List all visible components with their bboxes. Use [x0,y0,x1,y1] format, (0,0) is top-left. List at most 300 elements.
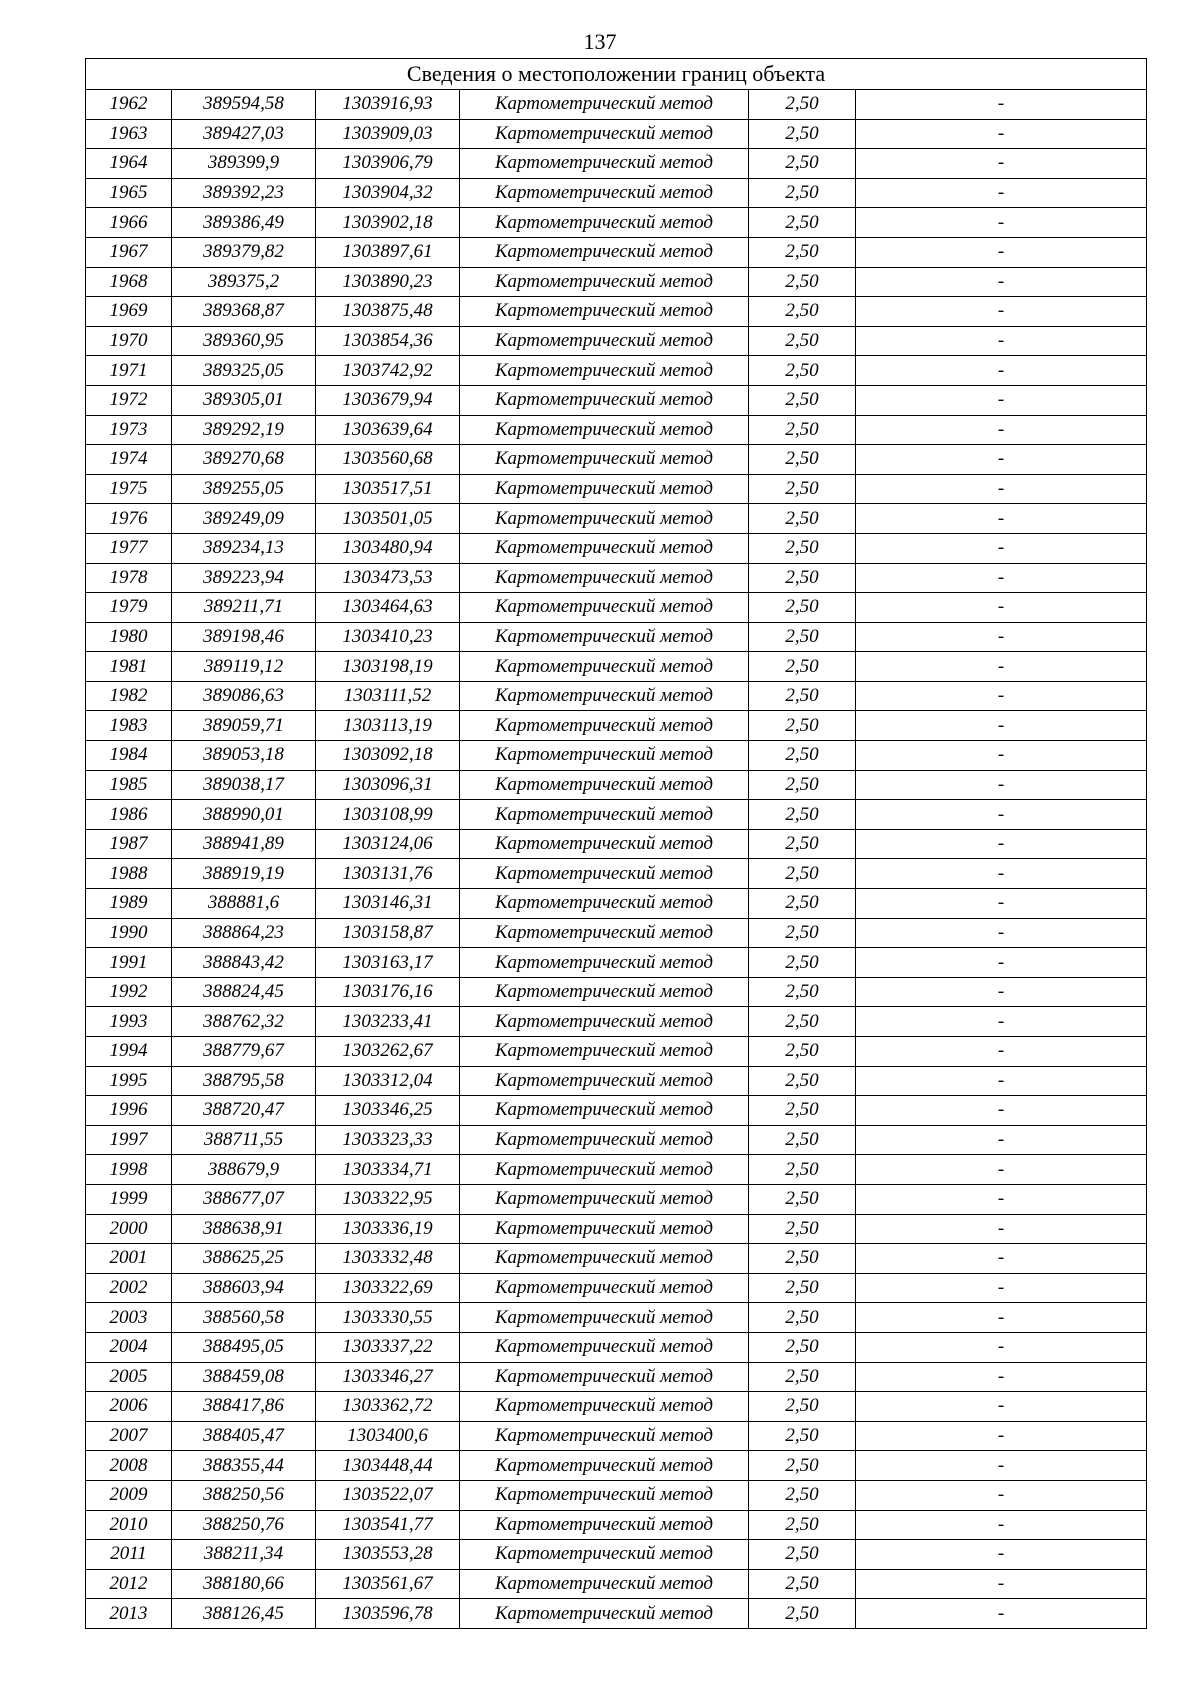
description-cell: - [856,770,1147,800]
method-cell: Картометрический метод [460,119,749,149]
y-coordinate-cell: 1303176,16 [316,977,460,1007]
point-number-cell: 1963 [86,119,172,149]
table-row [86,1332,1147,1362]
y-coordinate-cell: 1303854,36 [316,326,460,356]
method-cell: Картометрический метод [460,1037,749,1067]
accuracy-cell: 2,50 [749,1007,856,1037]
point-number-cell: 1998 [86,1155,172,1185]
x-coordinate-cell: 388990,01 [172,800,316,830]
y-coordinate-cell: 1303890,23 [316,267,460,297]
table-row [86,1125,1147,1155]
description-cell: - [856,1184,1147,1214]
y-coordinate-cell: 1303448,44 [316,1451,460,1481]
method-cell: Картометрический метод [460,1184,749,1214]
description-cell: - [856,1096,1147,1126]
point-number-cell: 1999 [86,1184,172,1214]
description-cell: - [856,208,1147,238]
table-body [86,59,1147,1629]
table-row [86,1510,1147,1540]
description-cell: - [856,1332,1147,1362]
accuracy-cell: 2,50 [749,622,856,652]
description-cell: - [856,800,1147,830]
table-row [86,1569,1147,1599]
method-cell: Картометрический метод [460,681,749,711]
method-cell: Картометрический метод [460,800,749,830]
method-cell: Картометрический метод [460,415,749,445]
x-coordinate-cell: 389399,9 [172,149,316,179]
x-coordinate-cell: 389427,03 [172,119,316,149]
y-coordinate-cell: 1303163,17 [316,948,460,978]
point-number-cell: 1984 [86,741,172,771]
accuracy-cell: 2,50 [749,1214,856,1244]
point-number-cell: 2009 [86,1480,172,1510]
x-coordinate-cell: 388677,07 [172,1184,316,1214]
point-number-cell: 2013 [86,1599,172,1629]
method-cell: Картометрический метод [460,1569,749,1599]
table-row [86,1007,1147,1037]
table-row [86,889,1147,919]
boundary-coordinates-table [85,58,1147,1629]
y-coordinate-cell: 1303897,61 [316,237,460,267]
description-cell: - [856,1244,1147,1274]
accuracy-cell: 2,50 [749,1303,856,1333]
y-coordinate-cell: 1303131,76 [316,859,460,889]
description-cell: - [856,267,1147,297]
method-cell: Картометрический метод [460,297,749,327]
x-coordinate-cell: 389086,63 [172,681,316,711]
x-coordinate-cell: 388638,91 [172,1214,316,1244]
description-cell: - [856,1540,1147,1570]
method-cell: Картометрический метод [460,445,749,475]
x-coordinate-cell: 388180,66 [172,1569,316,1599]
accuracy-cell: 2,50 [749,1392,856,1422]
x-coordinate-cell: 388679,9 [172,1155,316,1185]
x-coordinate-cell: 389119,12 [172,652,316,682]
method-cell: Картометрический метод [460,267,749,297]
method-cell: Картометрический метод [460,622,749,652]
y-coordinate-cell: 1303464,63 [316,593,460,623]
accuracy-cell: 2,50 [749,1569,856,1599]
point-number-cell: 1977 [86,533,172,563]
y-coordinate-cell: 1303346,25 [316,1096,460,1126]
description-cell: - [856,859,1147,889]
point-number-cell: 1965 [86,178,172,208]
table-row [86,1303,1147,1333]
method-cell: Картометрический метод [460,1155,749,1185]
description-cell: - [856,593,1147,623]
table-row [86,681,1147,711]
table-row [86,119,1147,149]
y-coordinate-cell: 1303113,19 [316,711,460,741]
accuracy-cell: 2,50 [749,90,856,120]
x-coordinate-cell: 389255,05 [172,474,316,504]
point-number-cell: 1969 [86,297,172,327]
table-row [86,977,1147,1007]
x-coordinate-cell: 389270,68 [172,445,316,475]
description-cell: - [856,652,1147,682]
y-coordinate-cell: 1303124,06 [316,829,460,859]
description-cell: - [856,1007,1147,1037]
x-coordinate-cell: 388824,45 [172,977,316,1007]
table-row [86,474,1147,504]
y-coordinate-cell: 1303541,77 [316,1510,460,1540]
accuracy-cell: 2,50 [749,1362,856,1392]
point-number-cell: 1991 [86,948,172,978]
table-row [86,563,1147,593]
y-coordinate-cell: 1303679,94 [316,385,460,415]
description-cell: - [856,1066,1147,1096]
x-coordinate-cell: 389360,95 [172,326,316,356]
accuracy-cell: 2,50 [749,149,856,179]
table-row [86,1214,1147,1244]
accuracy-cell: 2,50 [749,770,856,800]
point-number-cell: 2005 [86,1362,172,1392]
method-cell: Картометрический метод [460,504,749,534]
accuracy-cell: 2,50 [749,326,856,356]
table-row [86,1037,1147,1067]
point-number-cell: 1986 [86,800,172,830]
table-row [86,297,1147,327]
x-coordinate-cell: 388495,05 [172,1332,316,1362]
table-row [86,1096,1147,1126]
table-row [86,415,1147,445]
accuracy-cell: 2,50 [749,1421,856,1451]
x-coordinate-cell: 389211,71 [172,593,316,623]
description-cell: - [856,1421,1147,1451]
point-number-cell: 1979 [86,593,172,623]
point-number-cell: 1974 [86,445,172,475]
method-cell: Картометрический метод [460,1451,749,1481]
x-coordinate-cell: 388864,23 [172,918,316,948]
table-row [86,237,1147,267]
method-cell: Картометрический метод [460,1362,749,1392]
accuracy-cell: 2,50 [749,1125,856,1155]
table-row [86,178,1147,208]
point-number-cell: 1970 [86,326,172,356]
x-coordinate-cell: 388355,44 [172,1451,316,1481]
description-cell: - [856,1392,1147,1422]
y-coordinate-cell: 1303742,92 [316,356,460,386]
y-coordinate-cell: 1303108,99 [316,800,460,830]
x-coordinate-cell: 389198,46 [172,622,316,652]
x-coordinate-cell: 388762,32 [172,1007,316,1037]
table-row [86,1451,1147,1481]
method-cell: Картометрический метод [460,889,749,919]
method-cell: Картометрический метод [460,149,749,179]
table-row [86,149,1147,179]
accuracy-cell: 2,50 [749,1037,856,1067]
description-cell: - [856,237,1147,267]
accuracy-cell: 2,50 [749,385,856,415]
table-row [86,800,1147,830]
y-coordinate-cell: 1303337,22 [316,1332,460,1362]
description-cell: - [856,178,1147,208]
method-cell: Картометрический метод [460,1244,749,1274]
x-coordinate-cell: 389038,17 [172,770,316,800]
description-cell: - [856,1273,1147,1303]
method-cell: Картометрический метод [460,1332,749,1362]
point-number-cell: 1962 [86,90,172,120]
method-cell: Картометрический метод [460,533,749,563]
accuracy-cell: 2,50 [749,800,856,830]
accuracy-cell: 2,50 [749,1155,856,1185]
accuracy-cell: 2,50 [749,948,856,978]
y-coordinate-cell: 1303146,31 [316,889,460,919]
point-number-cell: 1992 [86,977,172,1007]
y-coordinate-cell: 1303639,64 [316,415,460,445]
description-cell: - [856,149,1147,179]
method-cell: Картометрический метод [460,1214,749,1244]
y-coordinate-cell: 1303198,19 [316,652,460,682]
description-cell: - [856,1599,1147,1629]
description-cell: - [856,504,1147,534]
table-row [86,711,1147,741]
table-row [86,1362,1147,1392]
accuracy-cell: 2,50 [749,267,856,297]
accuracy-cell: 2,50 [749,1540,856,1570]
y-coordinate-cell: 1303596,78 [316,1599,460,1629]
method-cell: Картометрический метод [460,1599,749,1629]
accuracy-cell: 2,50 [749,356,856,386]
method-cell: Картометрический метод [460,1480,749,1510]
method-cell: Картометрический метод [460,741,749,771]
point-number-cell: 1989 [86,889,172,919]
y-coordinate-cell: 1303553,28 [316,1540,460,1570]
x-coordinate-cell: 388941,89 [172,829,316,859]
point-number-cell: 1980 [86,622,172,652]
point-number-cell: 1993 [86,1007,172,1037]
accuracy-cell: 2,50 [749,1480,856,1510]
y-coordinate-cell: 1303875,48 [316,297,460,327]
accuracy-cell: 2,50 [749,178,856,208]
method-cell: Картометрический метод [460,1096,749,1126]
x-coordinate-cell: 388720,47 [172,1096,316,1126]
accuracy-cell: 2,50 [749,859,856,889]
y-coordinate-cell: 1303096,31 [316,770,460,800]
accuracy-cell: 2,50 [749,889,856,919]
y-coordinate-cell: 1303158,87 [316,918,460,948]
x-coordinate-cell: 389375,2 [172,267,316,297]
x-coordinate-cell: 388625,25 [172,1244,316,1274]
y-coordinate-cell: 1303323,33 [316,1125,460,1155]
y-coordinate-cell: 1303336,19 [316,1214,460,1244]
y-coordinate-cell: 1303330,55 [316,1303,460,1333]
point-number-cell: 2000 [86,1214,172,1244]
x-coordinate-cell: 389249,09 [172,504,316,534]
description-cell: - [856,90,1147,120]
method-cell: Картометрический метод [460,977,749,1007]
x-coordinate-cell: 389594,58 [172,90,316,120]
accuracy-cell: 2,50 [749,474,856,504]
point-number-cell: 2003 [86,1303,172,1333]
table-row [86,267,1147,297]
table-row [86,1244,1147,1274]
method-cell: Картометрический метод [460,356,749,386]
method-cell: Картометрический метод [460,1510,749,1540]
page-number: 137 [583,29,617,54]
point-number-cell: 2006 [86,1392,172,1422]
accuracy-cell: 2,50 [749,681,856,711]
method-cell: Картометрический метод [460,1273,749,1303]
x-coordinate-cell: 388711,55 [172,1125,316,1155]
point-number-cell: 1976 [86,504,172,534]
table-row [86,948,1147,978]
accuracy-cell: 2,50 [749,208,856,238]
y-coordinate-cell: 1303902,18 [316,208,460,238]
x-coordinate-cell: 388881,6 [172,889,316,919]
x-coordinate-cell: 388603,94 [172,1273,316,1303]
y-coordinate-cell: 1303092,18 [316,741,460,771]
table-row [86,1155,1147,1185]
method-cell: Картометрический метод [460,859,749,889]
point-number-cell: 1987 [86,829,172,859]
accuracy-cell: 2,50 [749,445,856,475]
y-coordinate-cell: 1303332,48 [316,1244,460,1274]
y-coordinate-cell: 1303400,6 [316,1421,460,1451]
accuracy-cell: 2,50 [749,711,856,741]
description-cell: - [856,741,1147,771]
accuracy-cell: 2,50 [749,1273,856,1303]
point-number-cell: 1997 [86,1125,172,1155]
x-coordinate-cell: 389386,49 [172,208,316,238]
table-row [86,770,1147,800]
y-coordinate-cell: 1303346,27 [316,1362,460,1392]
table-row [86,1540,1147,1570]
x-coordinate-cell: 389234,13 [172,533,316,563]
table-row [86,385,1147,415]
method-cell: Картометрический метод [460,770,749,800]
point-number-cell: 2011 [86,1540,172,1570]
method-cell: Картометрический метод [460,1421,749,1451]
point-number-cell: 2010 [86,1510,172,1540]
y-coordinate-cell: 1303906,79 [316,149,460,179]
description-cell: - [856,681,1147,711]
point-number-cell: 1996 [86,1096,172,1126]
point-number-cell: 1990 [86,918,172,948]
accuracy-cell: 2,50 [749,593,856,623]
point-number-cell: 2004 [86,1332,172,1362]
point-number-cell: 1978 [86,563,172,593]
y-coordinate-cell: 1303473,53 [316,563,460,593]
table-row [86,356,1147,386]
accuracy-cell: 2,50 [749,1599,856,1629]
y-coordinate-cell: 1303522,07 [316,1480,460,1510]
method-cell: Картометрический метод [460,385,749,415]
y-coordinate-cell: 1303334,71 [316,1155,460,1185]
method-cell: Картометрический метод [460,918,749,948]
description-cell: - [856,533,1147,563]
description-cell: - [856,1362,1147,1392]
method-cell: Картометрический метод [460,326,749,356]
x-coordinate-cell: 389392,23 [172,178,316,208]
y-coordinate-cell: 1303561,67 [316,1569,460,1599]
x-coordinate-cell: 388795,58 [172,1066,316,1096]
y-coordinate-cell: 1303410,23 [316,622,460,652]
table-title: Сведения о местоположении границ объекта [86,59,1147,90]
point-number-cell: 1988 [86,859,172,889]
point-number-cell: 1967 [86,237,172,267]
method-cell: Картометрический метод [460,1007,749,1037]
accuracy-cell: 2,50 [749,297,856,327]
y-coordinate-cell: 1303312,04 [316,1066,460,1096]
description-cell: - [856,1303,1147,1333]
x-coordinate-cell: 388250,76 [172,1510,316,1540]
y-coordinate-cell: 1303517,51 [316,474,460,504]
description-cell: - [856,1155,1147,1185]
table-row [86,445,1147,475]
method-cell: Картометрический метод [460,948,749,978]
y-coordinate-cell: 1303560,68 [316,445,460,475]
point-number-cell: 2001 [86,1244,172,1274]
accuracy-cell: 2,50 [749,119,856,149]
table-row [86,741,1147,771]
table-row [86,1480,1147,1510]
y-coordinate-cell: 1303480,94 [316,533,460,563]
y-coordinate-cell: 1303501,05 [316,504,460,534]
table-row [86,504,1147,534]
table-row [86,1599,1147,1629]
method-cell: Картометрический метод [460,237,749,267]
y-coordinate-cell: 1303111,52 [316,681,460,711]
method-cell: Картометрический метод [460,1540,749,1570]
table-row [86,208,1147,238]
description-cell: - [856,1037,1147,1067]
x-coordinate-cell: 389325,05 [172,356,316,386]
point-number-cell: 1972 [86,385,172,415]
accuracy-cell: 2,50 [749,741,856,771]
method-cell: Картометрический метод [460,1066,749,1096]
x-coordinate-cell: 389223,94 [172,563,316,593]
description-cell: - [856,1125,1147,1155]
point-number-cell: 1971 [86,356,172,386]
description-cell: - [856,948,1147,978]
x-coordinate-cell: 388126,45 [172,1599,316,1629]
table-row [86,593,1147,623]
x-coordinate-cell: 388779,67 [172,1037,316,1067]
table-row [86,829,1147,859]
description-cell: - [856,1510,1147,1540]
method-cell: Картометрический метод [460,1303,749,1333]
method-cell: Картометрический метод [460,829,749,859]
accuracy-cell: 2,50 [749,533,856,563]
accuracy-cell: 2,50 [749,1332,856,1362]
description-cell: - [856,829,1147,859]
x-coordinate-cell: 388919,19 [172,859,316,889]
description-cell: - [856,711,1147,741]
description-cell: - [856,1451,1147,1481]
table-row [86,622,1147,652]
table-row [86,652,1147,682]
point-number-cell: 2002 [86,1273,172,1303]
point-number-cell: 1964 [86,149,172,179]
accuracy-cell: 2,50 [749,1096,856,1126]
x-coordinate-cell: 389368,87 [172,297,316,327]
y-coordinate-cell: 1303362,72 [316,1392,460,1422]
accuracy-cell: 2,50 [749,1066,856,1096]
point-number-cell: 1994 [86,1037,172,1067]
accuracy-cell: 2,50 [749,918,856,948]
point-number-cell: 1995 [86,1066,172,1096]
description-cell: - [856,1214,1147,1244]
x-coordinate-cell: 389305,01 [172,385,316,415]
description-cell: - [856,385,1147,415]
accuracy-cell: 2,50 [749,652,856,682]
description-cell: - [856,326,1147,356]
table-row [86,1273,1147,1303]
point-number-cell: 1968 [86,267,172,297]
y-coordinate-cell: 1303916,93 [316,90,460,120]
description-cell: - [856,1480,1147,1510]
